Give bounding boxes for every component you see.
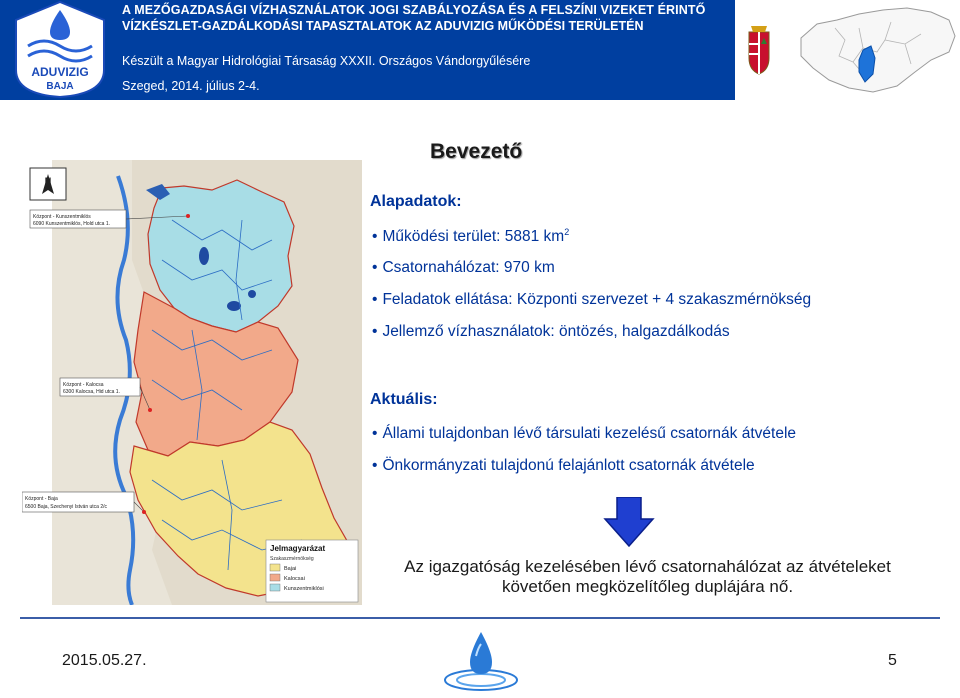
- basics-item-tasks: • Feladatok ellátása: Központi szervezet + 4 szakaszmérnökség: [372, 291, 812, 308]
- center-label-baja: [22, 492, 146, 514]
- header-subtitle: Készült a Magyar Hidrológiai Társaság XXXII. Országos Vándorgyűlésére: [122, 54, 531, 68]
- svg-text:Bajai: Bajai: [284, 566, 297, 572]
- slide-title: Bevezető: [430, 140, 523, 163]
- current-heading: Aktuális:: [370, 391, 438, 408]
- current-item-state: • Állami tulajdonban lévő társulati kezelésű csatornák átvétele: [372, 425, 797, 442]
- svg-text:ADUVIZIG: ADUVIZIG: [31, 65, 89, 79]
- footer-divider: [20, 617, 940, 619]
- basics-heading: Alapadatok:: [370, 193, 462, 210]
- svg-text:6300 Kalocsa, Hid utca 1.: 6300 Kalocsa, Hid utca 1.: [63, 389, 120, 395]
- svg-text:Központ - Kalocsa: Központ - Kalocsa: [63, 382, 104, 388]
- page-number: 5: [888, 652, 897, 669]
- svg-text:Kunszentmiklósi: Kunszentmiklósi: [284, 586, 324, 592]
- lake-mid: [199, 247, 209, 265]
- header-title-line1: A MEZŐGAZDASÁGI VÍZHASZNÁLATOK JOGI SZABÁLYOZÁSA ÉS A FELSZÍNI VIZEKET ÉRINTŐ: [122, 3, 706, 17]
- conclusion-text: [370, 557, 925, 597]
- header-banner: [0, 0, 960, 100]
- hungary-map-image: [735, 0, 960, 100]
- svg-text:Jelmagyarázat: Jelmagyarázat: [270, 544, 326, 553]
- current-item-municipal: • Önkormányzati tulajdonú felajánlott csatornák átvétele: [372, 457, 755, 474]
- header-event-date: Szeged, 2014. július 2-4.: [122, 79, 260, 93]
- conclusion-line2: követően megközelítőleg duplájára nő.: [501, 577, 794, 596]
- river-basin-map: [22, 160, 362, 605]
- map-legend: [266, 540, 358, 602]
- svg-text:Szakaszmérnökség: Szakaszmérnökség: [270, 556, 314, 562]
- conclusion-line1: Az igazgatóság kezelésében lévő csatornahálózat az átvételeket: [404, 557, 891, 576]
- svg-text:6090 Kunszentmiklós, Hold utca: 6090 Kunszentmiklós, Hold utca 1.: [33, 221, 110, 227]
- svg-text:N: N: [44, 176, 52, 186]
- aduvizig-logo: [10, 0, 110, 98]
- coat-of-arms-icon: [749, 26, 769, 74]
- water-drop-icon: [440, 626, 522, 698]
- svg-text:Központ - Kunszentmiklós: Központ - Kunszentmiklós: [33, 214, 91, 220]
- basics-item-canals: • Csatornahálózat: 970 km: [372, 259, 555, 276]
- svg-text:6500 Baja, Szechenyi István ut: 6500 Baja, Szechenyi István utca 2/c: [25, 504, 107, 510]
- down-arrow-icon: [603, 497, 655, 547]
- north-arrow-icon: [30, 168, 66, 200]
- header-title-line2: VÍZKÉSZLET-GAZDÁLKODÁSI TAPASZTALATOK AZ ADUVIZIG MŰKÖDÉSI TERÜLETÉN: [122, 19, 644, 33]
- svg-text:Központ - Baja: Központ - Baja: [25, 496, 58, 502]
- basics-item-uses: • Jellemző vízhasználatok: öntözés, halgazdálkodás: [372, 323, 730, 340]
- basics-item-area: • Működési terület: 5881 $km^2$: [372, 227, 570, 246]
- svg-text:Kalocsai: Kalocsai: [284, 576, 305, 582]
- header-right-panel: [735, 0, 960, 100]
- svg-text:BAJA: BAJA: [46, 81, 74, 92]
- footer-date: 2015.05.27.: [62, 652, 147, 669]
